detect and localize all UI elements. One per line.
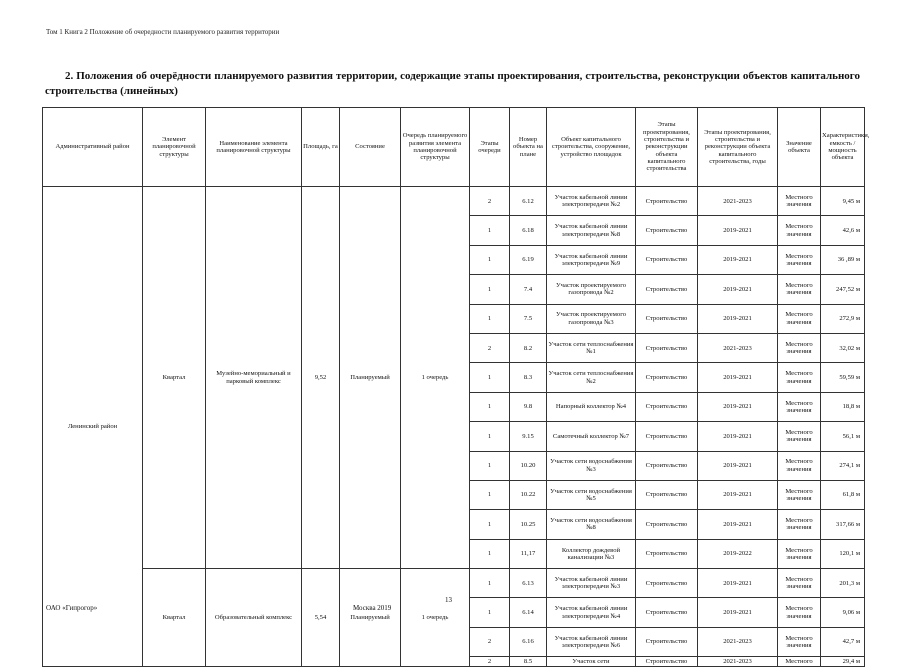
significance-cell: Местного значения [778, 539, 821, 568]
stage-cell: 1 [470, 392, 510, 421]
state-cell: Планируемый [340, 569, 401, 667]
capacity-cell: 32,02 м [821, 333, 865, 362]
object-number-cell: 11,17 [510, 539, 547, 568]
capacity-cell: 18,8 м [821, 392, 865, 421]
object-cell: Напорный коллектор №4 [547, 392, 636, 421]
stage-cell: 2 [470, 333, 510, 362]
stage-cell: 2 [470, 187, 510, 216]
years-cell: 2021-2023 [698, 187, 778, 216]
object-cell: Коллектор дождевой канализации №3 [547, 539, 636, 568]
phase-cell: Строительство [636, 627, 698, 656]
capacity-cell: 9,06 м [821, 598, 865, 627]
capacity-cell: 120,1 м [821, 539, 865, 568]
element-name-cell: Музейно-мемориальный и парковый комплекс [206, 187, 302, 569]
phase-cell: Строительство [636, 422, 698, 451]
table-header-row [43, 108, 865, 187]
stage-cell: 1 [470, 275, 510, 304]
col-header: Номер объекта на плане [510, 108, 547, 187]
queue-cell: 1 очередь [401, 187, 470, 569]
col-header: Очередь планируемого развития элемента планировочной структуры [401, 108, 470, 187]
object-number-cell: 8.2 [510, 333, 547, 362]
significance-cell: Местного значения [778, 363, 821, 392]
object-cell: Участок кабельной линии электропередачи №8 [547, 216, 636, 245]
capacity-cell: 42,7 м [821, 627, 865, 656]
object-cell: Участок проектируемого газопровода №3 [547, 304, 636, 333]
capacity-cell: 201,3 м [821, 569, 865, 598]
col-header: Административный район [43, 108, 143, 187]
table-row [43, 569, 865, 598]
col-header: Наименование элемента планировочной структуры [206, 108, 302, 187]
element-name-cell: Образовательный комплекс [206, 569, 302, 667]
stage-cell: 1 [470, 480, 510, 509]
phase-cell: Строительство [636, 569, 698, 598]
object-cell: Участок кабельной линии электропередачи №6 [547, 627, 636, 656]
capacity-cell: 272,9 м [821, 304, 865, 333]
phase-cell: Строительство [636, 187, 698, 216]
years-cell: 2019-2021 [698, 392, 778, 421]
element-cell: Квартал [143, 187, 206, 569]
col-header: Этапы проектирования, строительства и реконструкции объекта капитального строительства, годы [698, 108, 778, 187]
years-cell: 2019-2021 [698, 304, 778, 333]
object-cell: Участок сети водоснабжения №8 [547, 510, 636, 539]
stage-cell: 1 [470, 451, 510, 480]
phase-cell: Строительство [636, 510, 698, 539]
area-cell: 5,54 [302, 569, 340, 667]
footer-city-year: Москва 2019 [353, 604, 392, 612]
significance-cell: Местного значения [778, 569, 821, 598]
significance-cell: Местного значения [778, 480, 821, 509]
significance-cell: Местного значения [778, 304, 821, 333]
capacity-cell: 274,1 м [821, 451, 865, 480]
object-number-cell: 6.12 [510, 187, 547, 216]
phase-cell: Строительство [636, 539, 698, 568]
object-cell: Участок сети [547, 657, 636, 667]
stage-cell: 1 [470, 245, 510, 274]
years-cell: 2019-2021 [698, 598, 778, 627]
significance-cell: Местного значения [778, 392, 821, 421]
years-cell: 2019-2021 [698, 451, 778, 480]
capacity-cell: 59,59 м [821, 363, 865, 392]
object-cell: Участок сети теплоснабжения №2 [547, 363, 636, 392]
phase-cell: Строительство [636, 451, 698, 480]
stage-cell: 1 [470, 569, 510, 598]
phase-cell: Строительство [636, 245, 698, 274]
object-number-cell: 6.13 [510, 569, 547, 598]
significance-cell: Местного значения [778, 510, 821, 539]
object-number-cell: 6.18 [510, 216, 547, 245]
col-header: Этапы очереди [470, 108, 510, 187]
years-cell: 2019-2021 [698, 480, 778, 509]
years-cell: 2019-2021 [698, 510, 778, 539]
stage-cell: 1 [470, 304, 510, 333]
phase-cell: Строительство [636, 363, 698, 392]
object-number-cell: 10.25 [510, 510, 547, 539]
stage-cell: 1 [470, 363, 510, 392]
years-cell: 2019-2021 [698, 569, 778, 598]
object-cell: Участок кабельной линии электропередачи №4 [547, 598, 636, 627]
significance-cell: Местного значения [778, 245, 821, 274]
district-cell: Ленинский район [43, 187, 143, 667]
capacity-cell: 42,6 м [821, 216, 865, 245]
capacity-cell: 317,66 м [821, 510, 865, 539]
object-cell: Самотечный коллектор №7 [547, 422, 636, 451]
table-row [43, 187, 865, 216]
section-title: 2. Положения об очерёдности планируемого развития территории, содержащие этапы проектирования, строительства, реконструкции объектов капитального строительства (линейных) [45, 70, 860, 97]
state-cell: Планируемый [340, 187, 401, 569]
years-cell: 2021-2023 [698, 333, 778, 362]
capacity-cell: 61,8 м [821, 480, 865, 509]
significance-cell: Местного значения [778, 451, 821, 480]
phase-cell: Строительство [636, 333, 698, 362]
object-number-cell: 8.5 [510, 657, 547, 667]
significance-cell: Местного значения [778, 216, 821, 245]
object-number-cell: 6.16 [510, 627, 547, 656]
object-number-cell: 9.15 [510, 422, 547, 451]
object-cell: Участок кабельной линии электропередачи №2 [547, 187, 636, 216]
capacity-cell: 36 ,89 м [821, 245, 865, 274]
significance-cell: Местного значения [778, 333, 821, 362]
object-number-cell: 8.3 [510, 363, 547, 392]
stage-cell: 1 [470, 598, 510, 627]
col-header: Характеристики, емкость / мощность объекта [821, 108, 865, 187]
queue-cell: 1 очередь [401, 569, 470, 667]
object-cell: Участок сети водоснабжения №3 [547, 451, 636, 480]
phase-cell: Строительство [636, 275, 698, 304]
object-number-cell: 9.8 [510, 392, 547, 421]
stages-table [42, 107, 870, 667]
years-cell: 2019-2021 [698, 245, 778, 274]
years-cell: 2019-2021 [698, 422, 778, 451]
years-cell: 2019-2022 [698, 539, 778, 568]
years-cell: 2019-2021 [698, 275, 778, 304]
phase-cell: Строительство [636, 304, 698, 333]
years-cell: 2021-2023 [698, 627, 778, 656]
capacity-cell: 56,1 м [821, 422, 865, 451]
stage-cell: 1 [470, 539, 510, 568]
phase-cell: Строительство [636, 216, 698, 245]
col-header: Объект капитального строительства, сооружение, устройство площадок [547, 108, 636, 187]
phase-cell: Строительство [636, 657, 698, 667]
stage-cell: 1 [470, 216, 510, 245]
capacity-cell: 9,45 м [821, 187, 865, 216]
object-cell: Участок сети водоснабжения №5 [547, 480, 636, 509]
object-cell: Участок сети теплоснабжения №1 [547, 333, 636, 362]
object-number-cell: 10.20 [510, 451, 547, 480]
running-header: Том 1 Книга 2 Положение об очередности планируемого развития территории [46, 28, 280, 36]
stage-cell: 2 [470, 627, 510, 656]
significance-cell: Местного [778, 657, 821, 667]
object-number-cell: 7.4 [510, 275, 547, 304]
stage-cell: 1 [470, 510, 510, 539]
significance-cell: Местного значения [778, 422, 821, 451]
capacity-cell: 29,4 м [821, 657, 865, 667]
footer-organization: ОАО «Гипрогор» [46, 604, 98, 612]
stage-cell: 2 [470, 657, 510, 667]
significance-cell: Местного значения [778, 598, 821, 627]
element-cell: Квартал [143, 569, 206, 667]
phase-cell: Строительство [636, 480, 698, 509]
significance-cell: Местного значения [778, 187, 821, 216]
years-cell: 2021-2023 [698, 657, 778, 667]
years-cell: 2019-2021 [698, 216, 778, 245]
significance-cell: Местного значения [778, 275, 821, 304]
col-header: Элемент планировочной структуры [143, 108, 206, 187]
object-cell: Участок проектируемого газопровода №2 [547, 275, 636, 304]
object-number-cell: 6.14 [510, 598, 547, 627]
page-number: 13 [445, 596, 452, 604]
significance-cell: Местного значения [778, 627, 821, 656]
col-header: Значение объекта [778, 108, 821, 187]
col-header: Этапы проектирования, строительства и реконструкции объекта капитального строительства [636, 108, 698, 187]
phase-cell: Строительство [636, 392, 698, 421]
object-number-cell: 7.5 [510, 304, 547, 333]
years-cell: 2019-2021 [698, 363, 778, 392]
col-header: Площадь, га [302, 108, 340, 187]
object-number-cell: 6.19 [510, 245, 547, 274]
object-cell: Участок кабельной линии электропередачи №9 [547, 245, 636, 274]
object-cell: Участок кабельной линии электропередачи №3 [547, 569, 636, 598]
capacity-cell: 247,52 м [821, 275, 865, 304]
col-header: Состояние [340, 108, 401, 187]
stage-cell: 1 [470, 422, 510, 451]
area-cell: 9,52 [302, 187, 340, 569]
phase-cell: Строительство [636, 598, 698, 627]
object-number-cell: 10.22 [510, 480, 547, 509]
